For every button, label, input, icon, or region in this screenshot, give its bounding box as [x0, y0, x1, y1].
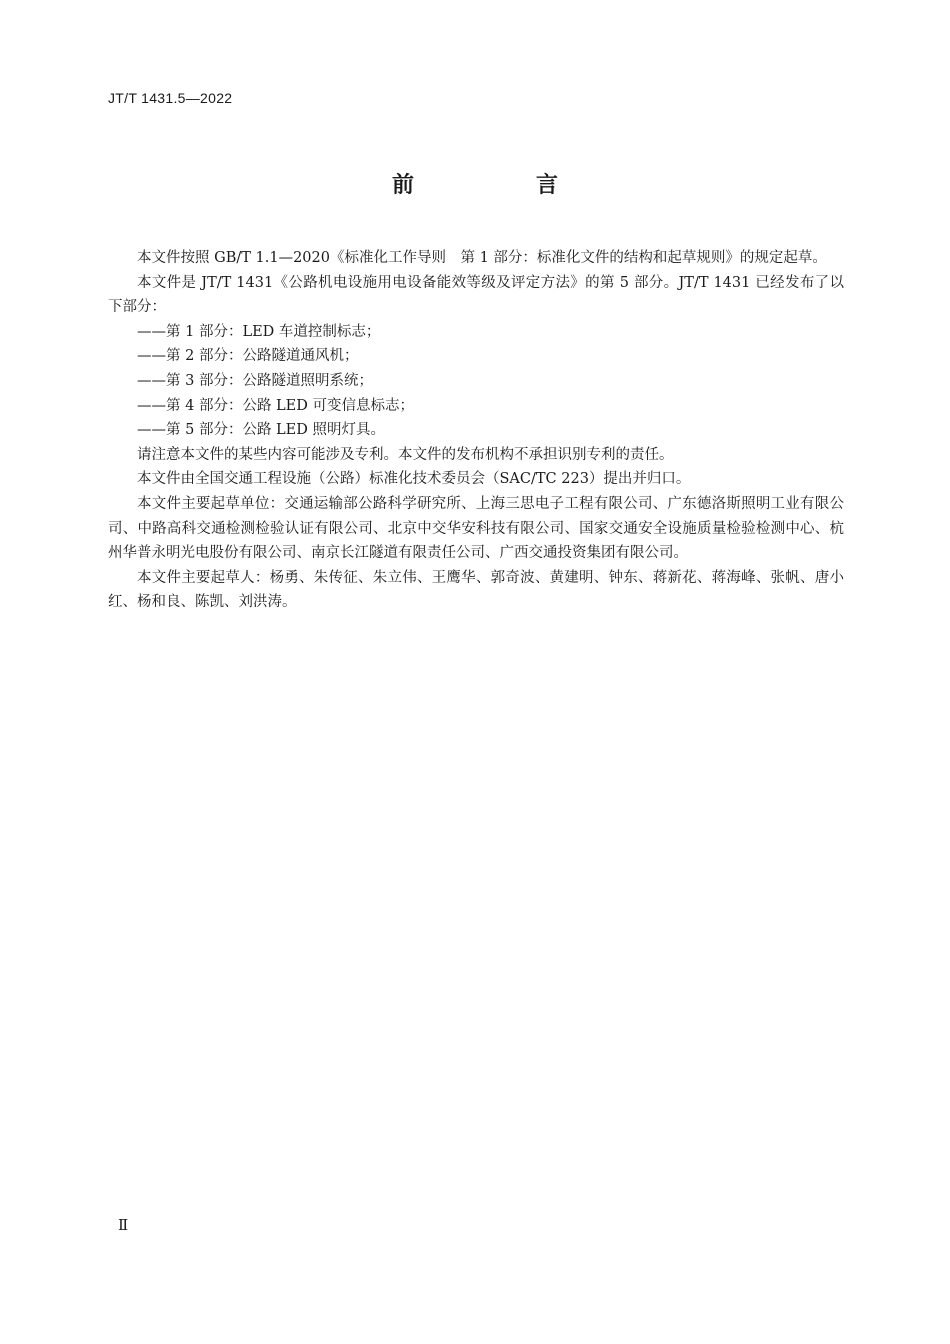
list-item-part-1: ——第 1 部分：LED 车道控制标志；	[137, 323, 381, 340]
paragraph-drafting-units: 本文件主要起草单位：交通运输部公路科学研究所、上海三思电子工程有限公司、广东德洛斯照明工业有限公司、中路高科交通检测检验认证有限公司、北京中交华安科技有限公司、国家交通安全设施质量检验检测中心、杭州华普永明光电股份有限公司、南京长江隧道有限责任公司、广西交通投资集团有限公司。	[108, 495, 844, 562]
paragraph-committee: 本文件由全国交通工程设施（公路）标准化技术委员会（SAC/TC 223）提出并归口。	[137, 471, 691, 488]
list-item-part-2: ——第 2 部分：公路隧道通风机；	[137, 348, 359, 365]
foreword-body	[108, 246, 844, 615]
paragraph-patent-notice: 请注意本文件的某些内容可能涉及专利。本文件的发布机构不承担识别专利的责任。	[137, 446, 674, 463]
list-item-part-5: ——第 5 部分：公路 LED 照明灯具。	[137, 422, 385, 439]
paragraph-drafting-rules: 本文件按照 GB/T 1.1—2020《标准化工作导则 第 1 部分：标准化文件的结构和起草规则》的规定起草。	[137, 250, 827, 266]
document-code: JT/T 1431.5—2022	[108, 90, 233, 106]
list-item-part-3: ——第 3 部分：公路隧道照明系统；	[137, 372, 373, 389]
paragraph-series-part: 本文件是 JT/T 1431《公路机电设施用电设备能效等级及评定方法》的第 5 部分。JT/T 1431 已经发布了以下部分：	[108, 274, 844, 316]
list-item-part-4: ——第 4 部分：公路 LED 可变信息标志；	[137, 397, 414, 414]
paragraph-drafters: 本文件主要起草人：杨勇、朱传征、朱立伟、王鹰华、郭奇波、黄建明、钟东、蒋新花、蒋海峰、张帆、唐小红、杨和良、陈凯、刘洪涛。	[108, 569, 844, 611]
page-number: Ⅱ	[118, 1216, 129, 1234]
page-title: 前 言	[391, 173, 608, 198]
